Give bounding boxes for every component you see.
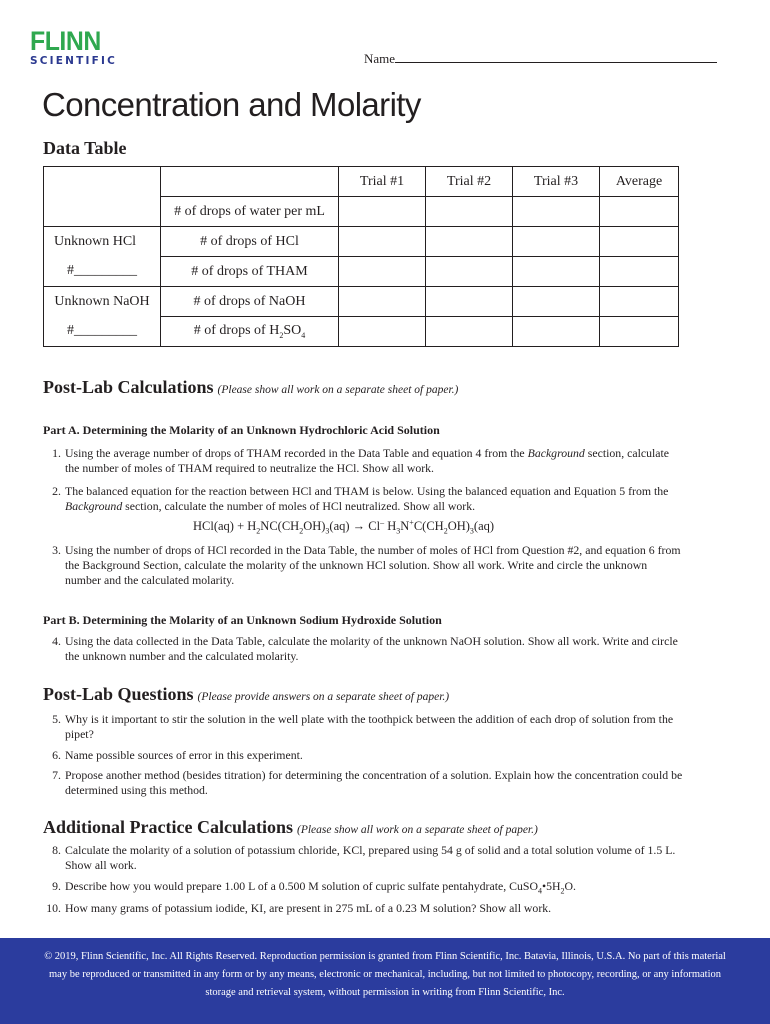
column-header: Trial #2 [426,167,513,197]
question-7 [43,768,683,798]
data-cell[interactable] [339,257,426,287]
copyright-text: © 2019, Flinn Scientific, Inc. All Rights Reserved. Reproduction permission is granted from Flinn Scientific, Inc. Batavia, Illinois, U.S.A. No part of this material may be reproduced or transmitted in any form or by any means, electronic or mechanical, including, but not limited to photocopy, recording, or any information storage and retrieval system, without permission in writing from Flinn Scientific, Inc. [44,951,726,998]
group-number-naoh[interactable]: #_________ [44,317,161,347]
row-label: # of drops of NaOH [161,287,339,317]
data-cell[interactable] [339,287,426,317]
question-number: 10. [46,901,61,915]
logo-subtitle: SCIENTIFIC [30,55,117,67]
postlab-questions-heading [43,684,449,705]
table-row [44,317,679,347]
group-label-naoh: Unknown NaOH [44,287,161,317]
data-cell[interactable] [426,227,513,257]
question-number: 5. [52,712,61,726]
data-cell[interactable] [426,257,513,287]
question-number: 9. [52,879,61,893]
row-label: # of drops of water per mL [161,197,339,227]
additional-practice-heading [43,817,538,838]
table-row [44,197,679,227]
column-header: Trial #1 [339,167,426,197]
data-cell[interactable] [339,227,426,257]
question-emphasis: Background [527,446,585,460]
data-cell[interactable] [339,317,426,347]
question-2 [43,484,683,514]
data-cell[interactable] [513,317,600,347]
row-label: # of drops of HCl [161,227,339,257]
question-number: 3. [52,543,61,557]
table-row [44,227,679,257]
question-5 [43,712,683,742]
logo-wordmark: FLINN [30,26,101,56]
name-blank[interactable] [395,50,717,63]
reaction-equation: $HCl(aq) + H_2NC(CH_2OH)_3(aq) \to Cl^-$ $H_3N^+C(CH_2OH)_3(aq)$ [193,518,495,536]
data-cell[interactable] [513,287,600,317]
question-8 [43,843,683,873]
data-cell[interactable] [600,227,679,257]
section-title: Post-Lab Calculations [43,377,214,397]
question-text: section, calculate the number of moles of HCl neutralized. Show all work. [122,499,476,513]
copyright-footer [0,938,770,1024]
data-cell[interactable] [600,257,679,287]
data-cell[interactable] [600,317,679,347]
question-emphasis: Background [65,499,123,513]
data-table [43,166,679,347]
group-label-hcl: Unknown HCl [44,227,161,257]
data-cell[interactable] [600,287,679,317]
data-cell[interactable] [513,197,600,227]
question-10 [43,901,683,916]
question-text: Calculate the molarity of a solution of potassium chloride, KCl, prepared using 54 g of solid and a total solution volume of 1.5 L. Show all work. [65,843,676,872]
data-cell[interactable] [513,227,600,257]
flinn-logo [30,28,117,67]
column-header: Trial #3 [513,167,600,197]
data-cell[interactable] [426,317,513,347]
data-cell[interactable] [426,287,513,317]
question-text: section, calculate the number of moles of THAM required to neutralize the HCl. Show all work. [65,446,670,475]
question-text: The balanced equation for the reaction between HCl and THAM is below. Using the balanced equation and Equation 5 from the [65,484,669,498]
question-1 [43,446,683,476]
row-label: # of drops of THAM [161,257,339,287]
question-6 [43,748,683,763]
section-note: (Please show all work on a separate sheet of paper.) [297,824,538,836]
question-9 [43,879,683,898]
part-b-heading: Part B. Determining the Molarity of an Unknown Sodium Hydroxide Solution [43,613,442,627]
data-table-heading: Data Table [43,138,127,158]
question-number: 7. [52,768,61,782]
data-cell[interactable] [513,257,600,287]
question-number: 8. [52,843,61,857]
table-corner [44,167,161,197]
table-header-row [44,167,679,197]
question-number: 6. [52,748,61,762]
group-number-hcl[interactable]: #_________ [44,257,161,287]
section-title: Additional Practice Calculations [43,817,293,837]
question-text: Propose another method (besides titration) for determining the concentration of a solution. Explain how the concentration could be determined using this method. [65,768,683,797]
section-note: (Please show all work on a separate sheet of paper.) [217,384,459,396]
question-text: Using the number of drops of HCl recorded in the Data Table, the number of moles of HCl from Question #2, and equation 6 from the Background Section, calculate the molarity of the unknown HCl solution. Show all work. Write and circle the unknown number and the calculated molarity. [65,543,681,587]
question-number: 1. [52,446,61,460]
question-text: Name possible sources of error in this experiment. [65,748,303,762]
part-a-heading: Part A. Determining the Molarity of an Unknown Hydrochloric Acid Solution [43,423,440,437]
question-number: 4. [52,634,61,648]
data-cell[interactable] [339,197,426,227]
data-cell[interactable] [600,197,679,227]
question-text: Using the average number of drops of THAM recorded in the Data Table and equation 4 from the [65,446,528,460]
question-text: Describe how you would prepare 1.00 L of a 0.500 M solution of cupric sulfate pentahydrate, $CuSO_4•5H_2O$. [65,879,576,896]
data-cell[interactable] [426,197,513,227]
question-3 [43,543,683,588]
question-text: How many grams of potassium iodide, KI, are present in 275 mL of a 0.23 M solution? Show all work. [65,901,552,915]
section-note: (Please provide answers on a separate sheet of paper.) [197,691,450,703]
question-text: Why is it important to stir the solution in the well plate with the toothpick between the addition of each drop of solution from the pipet? [65,712,674,741]
name-label: Name [364,51,396,66]
group-cell-blank [44,197,161,227]
table-corner-blank [161,167,339,197]
table-row [44,287,679,317]
page-title: Concentration and Molarity [42,86,421,123]
column-header: Average [600,167,679,197]
section-title: Post-Lab Questions [43,684,194,704]
table-row [44,257,679,287]
postlab-calculations-heading [43,377,458,398]
question-text: Using the data collected in the Data Table, calculate the molarity of the unknown NaOH solution. Show all work. Write and circle the unknown number and the calculated molarity. [65,634,678,663]
name-field[interactable] [364,50,717,67]
question-number: 2. [52,484,61,498]
row-label-h2so4: # of drops of $H_2SO_4$ [161,317,339,347]
question-4 [43,634,683,664]
